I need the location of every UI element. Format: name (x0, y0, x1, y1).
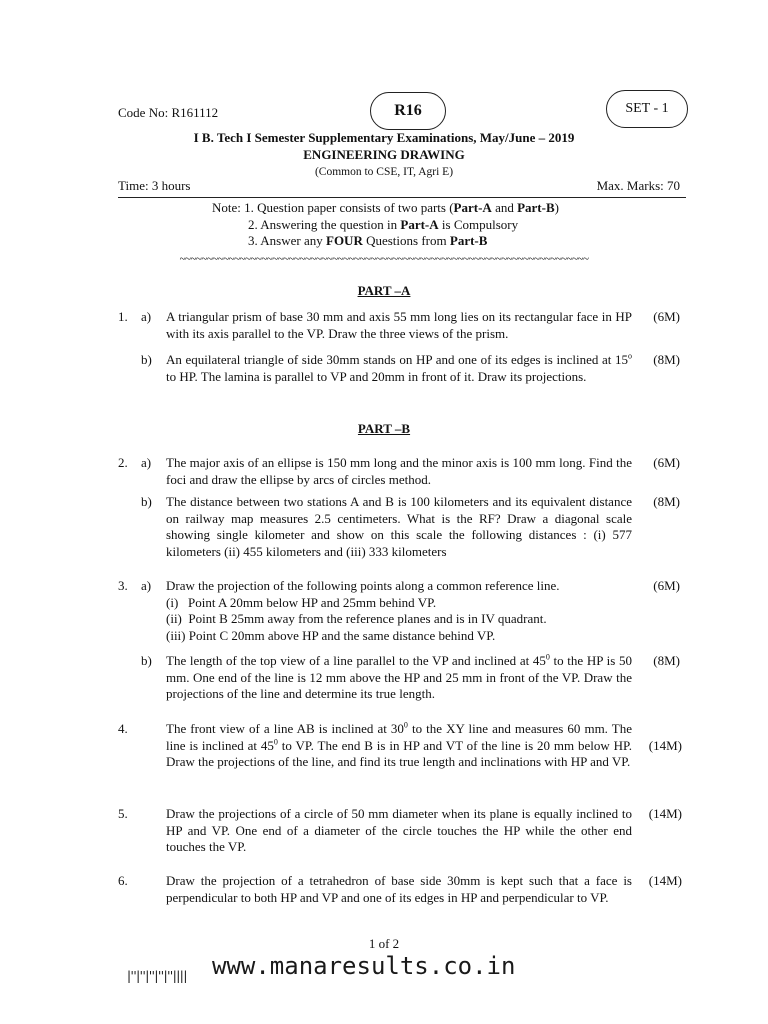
q2b-text: The distance between two stations A and B is 100 kilometers and its equivalent distance on railway map measures 2.5 centimeters. What is the RF? Draw a diagonal scale showing single kilometer and show on this scale the following distances : (i) 577 kilometers (ii) 455 kilometers and (iii) 333 kilometers (166, 494, 632, 559)
q2b-marks: (8M) (653, 494, 680, 509)
q4-text: The front view of a line AB is inclined at $30^0$ to the XY line and measures 60 mm. The line is inclined at $45^0$ to VP. The end B is in HP and VT of the line is 20 mm below HP. Draw the projections of the line, and find its true length and inclinations with HP and VP. (166, 720, 633, 769)
q1a-marks: (6M) (653, 309, 680, 324)
subject-title: ENGINEERING DRAWING (303, 147, 465, 162)
q4-marks: (14M) (648, 738, 682, 753)
max-marks: Max. Marks: 70 (596, 178, 680, 193)
q6-text: Draw the projection of a tetrahedron of base side 30mm is kept such that a face is perpendicular to both HP and VP and one of its edges in HP and perpendicular to VP. (166, 873, 632, 905)
part-b-heading: PART –B (357, 421, 411, 436)
q1-number: 1. (118, 309, 128, 324)
q3a-marks: (6M) (653, 578, 680, 593)
website-watermark: www.manaresults.co.in (212, 952, 516, 980)
q6-marks: (14M) (648, 873, 682, 888)
q5-marks: (14M) (648, 806, 682, 821)
q5-number: 5. (118, 806, 128, 821)
q1b-label: b) (141, 352, 152, 367)
q1b-text: An equilateral triangle of side 30mm stands on HP and one of its edges is inclined at 15$^o$ to HP. The lamina is parallel to VP and 20mm in front of it. Draw its projections. (166, 351, 632, 384)
q3b-marks: (8M) (653, 653, 680, 668)
regulation-badge: R16 (370, 92, 446, 130)
instructions-note (212, 200, 559, 250)
page-number: 1 of 2 (368, 936, 400, 951)
set-badge: SET - 1 (606, 90, 688, 128)
q5-text: Draw the projections of a circle of 50 mm diameter when its plane is equally inclined to HP and VP. One end of a diameter of the circle touches the HP while the other end touches the VP. (166, 806, 632, 854)
q2a-marks: (6M) (653, 455, 680, 470)
q3b-text: The length of the top view of a line parallel to the VP and inclined at $45^0$ to the HP is 50 mm. One end of the line is 12 mm above the HP and 25 mm in front of the VP. Draw the projections of the line and determine its true length. (166, 652, 632, 701)
exam-title: I B. Tech I Semester Supplementary Examinations, May/June – 2019 (193, 130, 575, 145)
time-allowed: Time: 3 hours (118, 178, 191, 193)
header-divider (118, 197, 686, 198)
q2a-text: The major axis of an ellipse is 150 mm long and the minor axis is 100 mm long. Find the foci and draw the ellipse by arcs of circles method. (166, 455, 632, 487)
q4-number: 4. (118, 721, 128, 736)
q3a-label: a) (141, 578, 152, 593)
q1b-marks: (8M) (653, 352, 680, 367)
q1a-text: A triangular prism of base 30 mm and axis 55 mm long lies on its rectangular face in HP with its axis parallel to the VP. Draw the three views of the prism. (166, 309, 632, 341)
q3-number: 3. (118, 578, 128, 593)
barcode-mark: |''|''|''|''|''|||| (127, 969, 187, 983)
common-to: (Common to CSE, IT, Agri E) (314, 166, 454, 178)
note-line-1: Note: 1. Question paper consists of two parts (Part-A and Part-B) (212, 200, 559, 215)
q2a-label: a) (141, 455, 152, 470)
note-line-2: 2. Answering the question in Part-A is Compulsory (248, 216, 519, 232)
q1a-label: a) (141, 309, 152, 324)
q2b-label: b) (141, 494, 152, 509)
note-line-3: 3. Answer any FOUR Questions from Part-B (248, 233, 488, 248)
q6-number: 6. (118, 873, 128, 888)
part-a-heading: PART –A (357, 283, 411, 298)
q2-number: 2. (118, 455, 128, 470)
code-number: Code No: R161112 (118, 105, 219, 120)
separator-line: ~~~~~~~~~~~~~~~~~~~~~~~~~~~~~~~~~~~~~~~~~~~~~~~~~~~~~~~~~~~~~~~~~~~~~~~~~~~ (179, 253, 589, 265)
q3b-label: b) (141, 653, 152, 668)
q3a-text: Draw the projection of the following points along a common reference line. (i) Point A 20mm below HP and 25mm behind VP. (ii) Point B 25mm away from the reference planes and is in IV quadrant. (iii) Point C 20mm above HP and the same distance behind VP. (166, 578, 560, 643)
